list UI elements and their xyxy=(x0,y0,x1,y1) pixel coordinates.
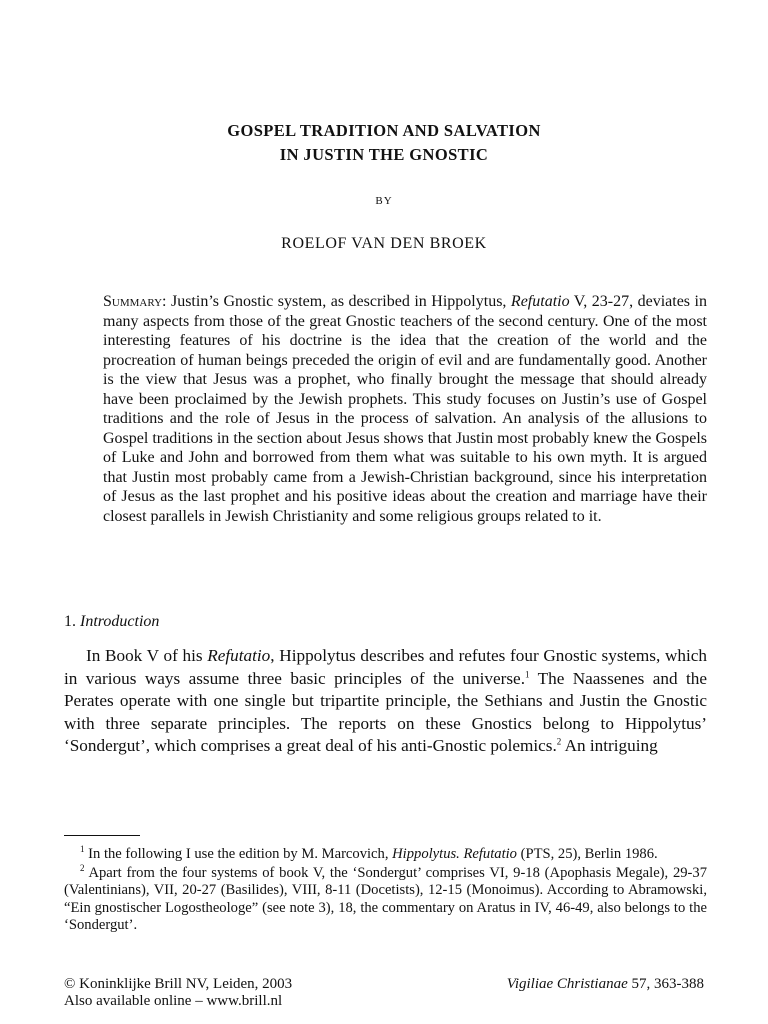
footer-journal-citation xyxy=(507,976,704,993)
author-name: ROELOF VAN DEN BROEK xyxy=(281,235,487,252)
footer-copyright: © Koninklijke Brill NV, Leiden, 2003 xyxy=(64,976,293,992)
footer-online: Also available online – www.brill.nl xyxy=(64,993,283,1009)
summary-text-1: Justin’s Gnostic system, as described in Hippolytus, xyxy=(166,293,511,310)
summary-text-2: V, 23-27, deviates in many aspects from those of the great Gnostic teachers of the second century. One of the most interesting features of his doctrine is the idea that the creation of the world and the procreation of human beings preceded the origin of evil and are fundamentally good. Another is the view that Jesus was a prophet, who finally brought the message that should already have been proclaimed by the Jewish prophets. This study focuses on Justin’s use of Gospel traditions and the role of Jesus in the process of salvation. An analysis of the allusions to Gospel traditions in the section about Jesus shows that Justin most probably knew the Gospels of Luke and John and borrowed from them what was suitable to his own myth. It is argued that Justin most probably came from a Jewish-Christian background, since his interpretation of Jesus as the last prophet and his positive ideas about the creation and marriage have their closest parallels in Jewish Christianity and some religious groups related to it. xyxy=(103,293,707,525)
section-number: 1. xyxy=(64,613,76,630)
summary-refutatio: Refutatio xyxy=(510,293,570,310)
footer-citation: 57, 363-388 xyxy=(627,976,704,992)
footnote-1-number: 1 xyxy=(80,844,85,855)
body-text-1: In Book V of his xyxy=(86,646,208,665)
body-text-2: , Hippolytus describes and refutes four Gnostic systems, which in various ways assume three basic principles of the universe. xyxy=(64,646,707,688)
byline: BY xyxy=(375,195,393,207)
body-refutatio: Refutatio xyxy=(207,646,271,665)
summary-label: Summary: xyxy=(103,293,167,310)
footnote-1-text-a: In the following I use the edition by M. Marcovich, xyxy=(84,846,393,862)
footnotes xyxy=(64,846,707,936)
footnote-ref-1[interactable]: 1 xyxy=(525,668,530,679)
footnote-2-number: 2 xyxy=(80,862,85,873)
footer-journal-name: Vigiliae Christianae xyxy=(506,976,628,992)
footnote-2 xyxy=(64,862,707,935)
section-heading xyxy=(64,613,159,631)
footnote-1-italic: Hippolytus. Refutatio xyxy=(392,846,517,862)
article-title-line-2: IN JUSTIN THE GNOSTIC xyxy=(279,145,489,164)
body-text-3: The Naassenes and the Perates operate with one single but tripartite principle, the Sethians and Justin the Gnostic with three separate principles. The reports on these Gnostics belong to Hippolytus’ ‘Sondergut’, which comprises a great deal of his anti-Gnostic polemics. xyxy=(64,668,708,756)
footnote-1-text-b: (PTS, 25), Berlin 1986. xyxy=(516,846,658,862)
summary-abstract xyxy=(103,292,707,526)
footnote-divider xyxy=(64,835,140,836)
footnote-ref-2[interactable]: 2 xyxy=(556,736,562,747)
article-title-line-1: GOSPEL TRADITION AND SALVATION xyxy=(227,121,541,140)
body-text-4: An intriguing xyxy=(561,736,658,756)
footnote-1 xyxy=(64,846,707,864)
footnote-2-text: Apart from the four systems of book V, the ‘Sondergut’ comprises VI, 9-18 (Apophasis Megale), 29-37 (Valentinians), VII, 20-27 (Basilides), VIII, 8-11 (Docetists), 12-15 (Monoimus). According to Abramowski, “Ein gnostischer Logostheologe” (see note 3), 18, the commentary on Aratus in IV, 46-49, also belongs to the ‘Sondergut’. xyxy=(64,864,707,934)
section-title: Introduction xyxy=(80,613,160,630)
body-paragraph xyxy=(64,645,707,758)
